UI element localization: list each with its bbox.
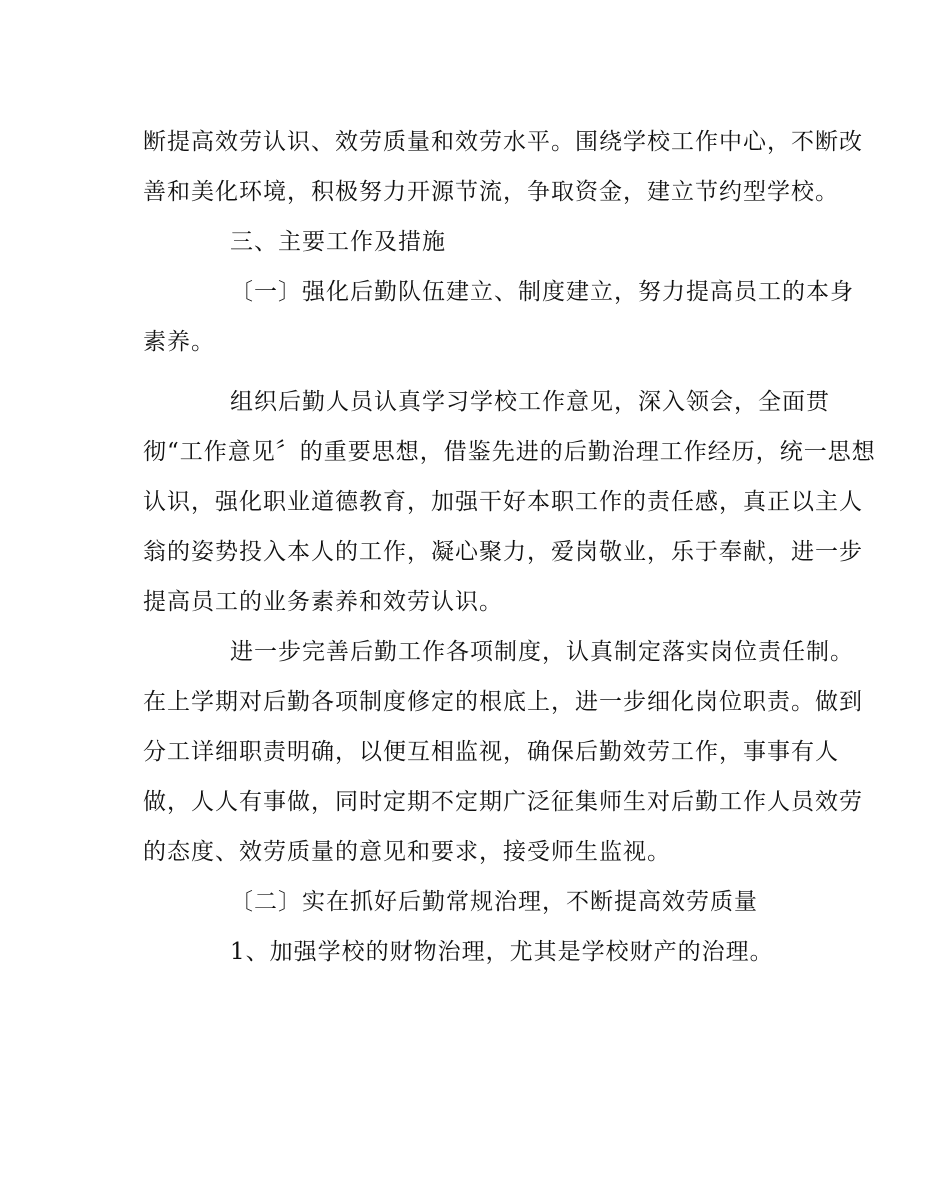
text-line: 认识，强化职业道德教育，加强干好本职工作的责任感，真正以主人: [143, 489, 863, 515]
section-heading: 三、主要工作及措施: [230, 229, 446, 255]
text-line: 翁的姿势投入本人的工作，凝心聚力，爱岗敬业，乐于奉献，进一步: [143, 539, 863, 565]
subsection-heading: 〔一〕强化后勤队伍建立、制度建立，努力提高员工的本身: [230, 279, 854, 305]
subsection-heading: 〔二〕实在抓好后勤常规治理，不断提高效劳质量: [230, 889, 758, 915]
text-line: 彻“工作意见〞的重要思想，借鉴先进的后勤治理工作经历，统一思想: [143, 439, 876, 465]
list-item: 1、加强学校的财物治理，尤其是学校财产的治理。: [230, 939, 774, 965]
text-line: 做，人人有事做，同时定期不定期广泛征集师生对后勤工作人员效劳: [143, 789, 863, 815]
text-line: 断提高效劳认识、效劳质量和效劳水平。围绕学校工作中心，不断改: [143, 129, 863, 155]
text-line: 素养。: [143, 329, 215, 355]
text-line: 分工详细职责明确，以便互相监视，确保后勤效劳工作，事事有人: [143, 739, 839, 765]
paragraph-start: 组织后勤人员认真学习学校工作意见，深入领会，全面贯: [230, 389, 830, 415]
text-line: 的态度、效劳质量的意见和要求，接受师生监视。: [143, 839, 671, 865]
text-line: 在上学期对后勤各项制度修定的根底上，进一步细化岗位职责。做到: [143, 689, 863, 715]
paragraph-start: 进一步完善后勤工作各项制度，认真制定落实岗位责任制。: [230, 639, 854, 665]
text-line: 提高员工的业务素养和效劳认识。: [143, 589, 503, 615]
text-line: 善和美化环境，积极努力开源节流，争取资金，建立节约型学校。: [143, 179, 839, 205]
